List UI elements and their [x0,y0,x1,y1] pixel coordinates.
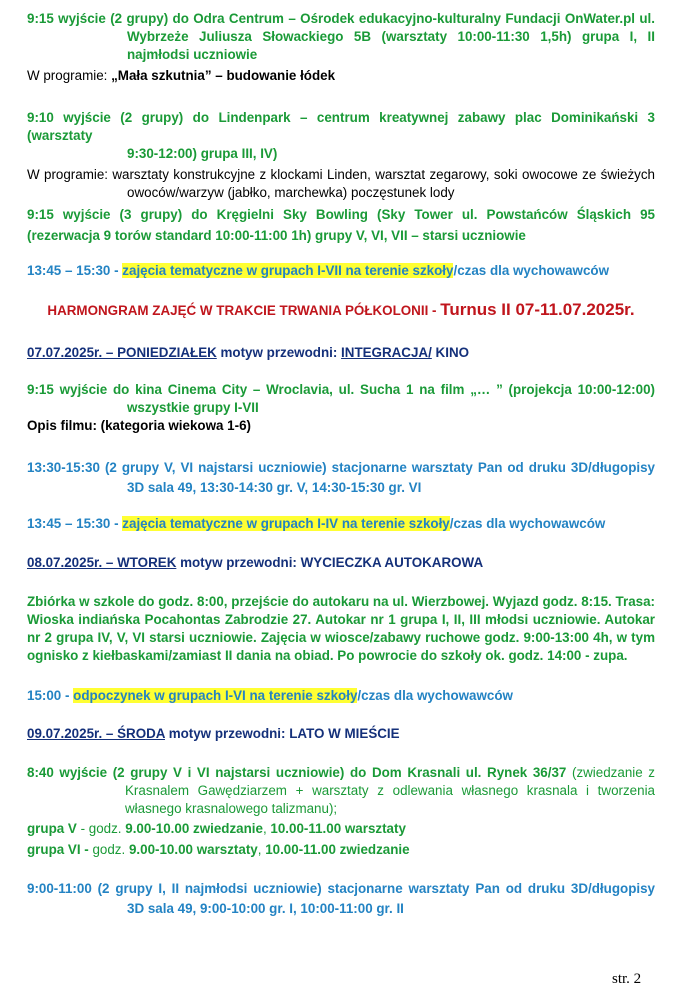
group-v-schedule: grupa V - godz. 9.00-10.00 zwiedzanie, 10.00-11.00 warsztaty [27,821,406,836]
day-monday-header: 07.07.2025r. – PONIEDZIAŁEK motyw przewodni: INTEGRACJA/ KINO [27,345,470,360]
krasnale-entry: 8:40 wyjście (2 grupy V i VI najstarsi uczniowie) do Dom Krasnali ul. Rynek 36/37 (zwiedzanie z Krasnalem Gawędziarzem + warsztaty z odlewania własnego krasnala i tworzenia własnego krasnalowego talizmanu); grupa V - godz. 9.00-10.00 zwiedzanie, 10.00-11.00 warsztaty grupa VI - godz. 9.00-10.00 warsztaty, 10.00-11.00 zwiedzanie [27,765,656,857]
bowling-entry: 9:15 wyjście (3 grupy) do Kręgielni Sky Bowling (Sky Tower ul. Powstańców Śląskich 95 (rezerwacja 9 torów standard 10:00-11:00 1h) grupy V, VI, VII – starsi uczniowie [27,207,655,243]
3d-print-workshop-monday: 13:30-15:30 (2 grupy V, VI najstarsi uczniowie) stacjonarne warsztaty Pan od druku 3D/długopisy 3D sala 49, 13:30-14:30 gr. V, 14:30-15:30 gr. VI [27,460,655,495]
day-tuesday-header: 08.07.2025r. – WTOREK motyw przewodni: WYCIECZKA AUTOKAROWA [27,555,484,570]
activities-row-2: 13:45 – 15:30 - zajęcia tematyczne w grupach I-IV na terenie szkoły/czas dla wychowawców [27,516,606,531]
page-number: str. 2 [612,971,642,987]
group-vi-schedule: grupa VI - godz. 9.00-10.00 warsztaty, 10.00-11.00 zwiedzanie [27,842,410,857]
rest-row: 15:00 - odpoczynek w grupach I-VI na terenie szkoły/czas dla wychowawców [27,688,513,703]
odra-program: W programie: „Mała szkutnia” – budowanie łódek [27,68,336,83]
lindenpark-entry: 9:10 wyjście (2 grupy) do Lindenpark – centrum kreatywnej zabawy plac Dominikański 3 (warsztaty 9:30-12:00) grupa III, IV) W programie: warsztaty konstrukcyjne z klockami Linden, warsztat zegarowy, soki owocowe ze świeżych owoców/warzyw (jabłko, marchewka) poczęstunek lody [27,110,655,200]
3d-print-workshop-wednesday: 9:00-11:00 (2 grupy I, II najmłodsi uczniowie) stacjonarne warsztaty Pan od druku 3D/długopisy 3D sala 49, 9:00-10:00 gr. I, 10:00-11:00 gr. II [27,881,655,916]
activities-row-1: 13:45 – 15:30 - zajęcia tematyczne w grupach I-VII na terenie szkoły/czas dla wychowawców [27,263,610,278]
film-description: Opis filmu: (kategoria wiekowa 1-6) [27,418,251,433]
cinema-entry: 9:15 wyjście do kina Cinema City – Wroclavia, ul. Sucha 1 na film „… ” (projekcja 10:00-12:00) wszystkie grupy I-VII Opis filmu: (kategoria wiekowa 1-6) [27,382,655,433]
day-wednesday-header: 09.07.2025r. – ŚRODA motyw przewodni: LATO W MIEŚCIE [27,726,400,741]
bus-trip-entry: Zbiórka w szkole do godz. 8:00, przejście do autokaru na ul. Wierzbowej. Wyjazd godz. 8:15. Trasa: Wioska indiańska Pocahontas Zabrodzie 27. Autokar nr 1 grupa I, II, III młodsi uczniowie. Autokar nr 2 grupa IV, V, VI starsi uczniowie. Zajęcia w wiosce/zabawy ruchowe godz. 9:00-13:00 4h, w tym ognisko z kiełbaskami/zamiast II dania na obiad. Po powrocie do szkoły ok. godz. 14:00 - zupa. [27,594,655,663]
schedule-heading: HARMONGRAM ZAJĘĆ W TRAKCIE TRWANIA PÓŁKOLONII - Turnus II 07-11.07.2025r. [47,300,635,319]
odra-entry: 9:15 wyjście (2 grupy) do Odra Centrum – Ośrodek edukacyjno-kulturalny Fundacji OnWater.pl ul. Wybrzeże Juliusza Słowackiego 5B (warsztaty 10:00-11:30 1,5h) grupa I, II najmłodsi uczniowie W programie: „Mała szkutnia” – budowanie łódek [27,11,655,83]
